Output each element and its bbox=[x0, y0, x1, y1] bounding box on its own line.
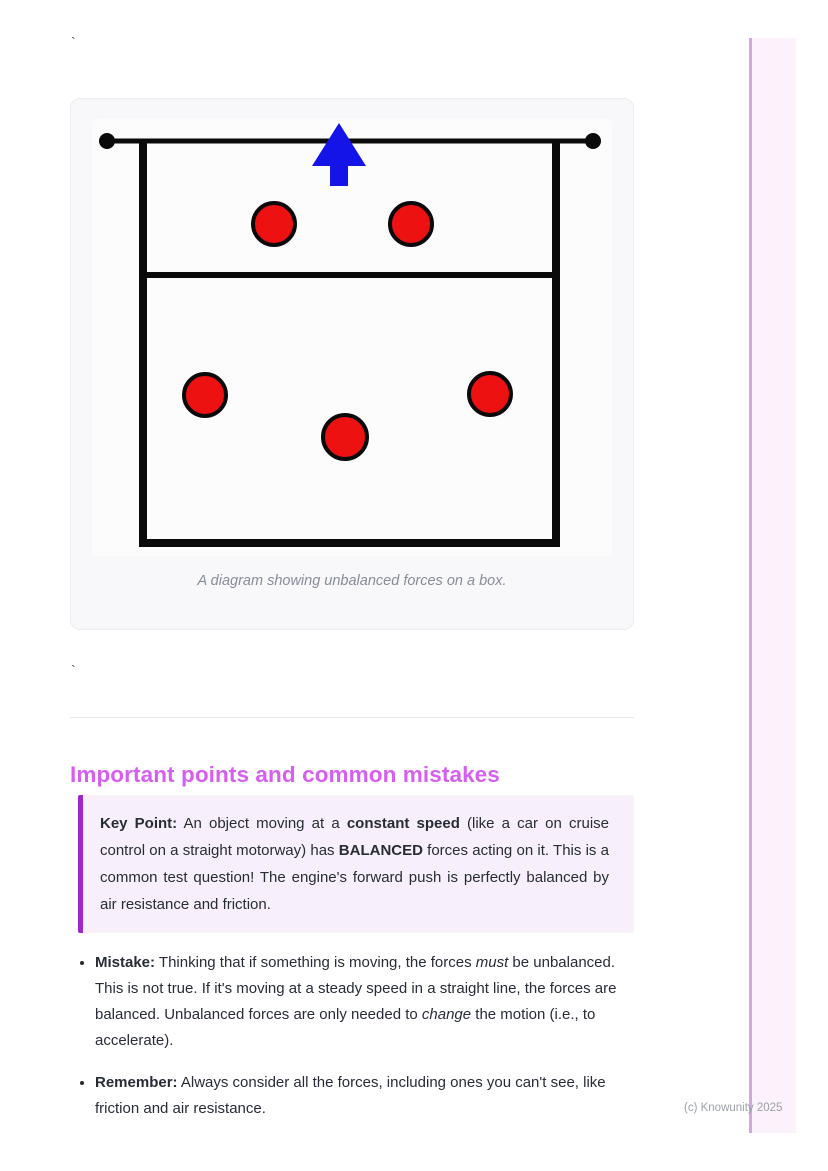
forces-diagram bbox=[92, 119, 612, 556]
force-dot bbox=[253, 203, 295, 245]
force-dot bbox=[469, 373, 511, 415]
keypoint-bold-segment: constant speed bbox=[346, 815, 460, 832]
bullet-text-segment: be unbalanced. This is not true. If it's moving at a steady speed in a straight line, the forces are balanced. Unbalanced forces are only needed to bbox=[95, 954, 617, 1023]
list-item bbox=[95, 950, 636, 1054]
bullet-list bbox=[70, 950, 636, 1122]
force-dot bbox=[184, 374, 226, 416]
left-end-dot bbox=[99, 133, 115, 149]
section-divider bbox=[70, 717, 634, 718]
box-outline bbox=[143, 143, 556, 543]
keypoint-text-segment: (like a car on cruise control on a straight motorway) has bbox=[100, 815, 609, 859]
section-heading: Important points and common mistakes bbox=[70, 761, 500, 787]
bullet-text-segment: Thinking that if something is moving, the forces bbox=[155, 954, 476, 971]
keypoint-label: Key Point: bbox=[100, 815, 178, 832]
keypoint-bold-segment: BALANCED bbox=[338, 842, 423, 859]
figure-card bbox=[70, 98, 634, 630]
keypoint-text-segment: An object moving at a bbox=[177, 815, 347, 832]
page-margin-band bbox=[749, 38, 796, 1133]
stray-backtick-bottom: ` bbox=[71, 662, 76, 678]
right-end-dot bbox=[585, 133, 601, 149]
mistakes-list bbox=[70, 950, 636, 1138]
copyright-watermark: (c) Knowunity 2025 bbox=[684, 1102, 783, 1114]
bullet-text-segment: Always consider all the forces, including ones you can't see, like friction and air resistance. bbox=[95, 1074, 606, 1117]
up-arrow-icon bbox=[312, 123, 366, 186]
list-item bbox=[95, 1070, 636, 1122]
bullet-text-segment: the motion (i.e., to accelerate). bbox=[95, 1006, 596, 1049]
stray-backtick-top: ` bbox=[71, 34, 76, 50]
bullet-label: Mistake: bbox=[95, 954, 156, 971]
force-dot bbox=[390, 203, 432, 245]
keypoint-text bbox=[100, 810, 609, 918]
bullet-italic-segment: change bbox=[421, 1006, 472, 1023]
bullet-label: Remember: bbox=[95, 1074, 178, 1091]
force-dot bbox=[323, 415, 367, 459]
figure-caption: A diagram showing unbalanced forces on a box. bbox=[197, 573, 507, 589]
bullet-italic-segment: must bbox=[475, 954, 509, 971]
keypoint-callout bbox=[78, 795, 634, 933]
forces-diagram-image bbox=[92, 119, 612, 556]
keypoint-text-segment: forces acting on it. This is a common test question! The engine's forward push is perfectly balanced by air resistance and friction. bbox=[100, 842, 609, 913]
